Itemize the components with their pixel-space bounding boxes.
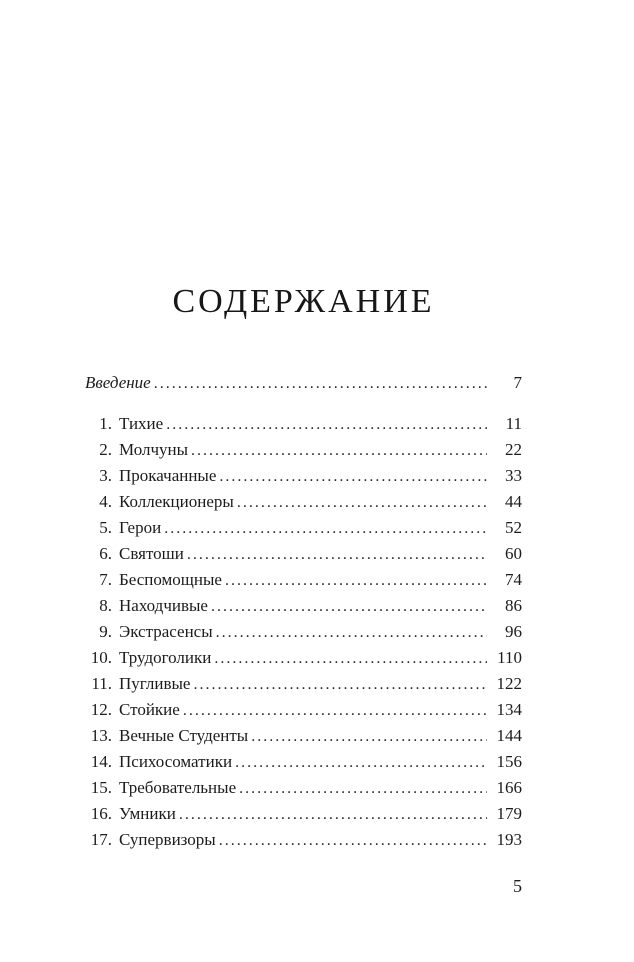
dot-leader <box>225 567 487 593</box>
toc-entry-label: Трудоголики <box>119 648 212 668</box>
toc-entry-label: Требовательные <box>119 778 237 798</box>
dot-leader <box>219 827 487 853</box>
toc-entry-number: 8. <box>99 596 112 616</box>
toc-entry-label: Святоши <box>119 544 184 564</box>
toc-entry-row <box>85 801 522 827</box>
toc-entry-label: Коллекционеры <box>119 492 234 512</box>
toc-entry-row <box>85 827 522 853</box>
toc-entry-number: 3. <box>99 466 112 486</box>
toc-entry-page-number: 22 <box>505 440 522 460</box>
dot-leader <box>183 697 487 723</box>
toc-entry-number: 9. <box>99 622 112 642</box>
toc-entry-label: Находчивые <box>119 596 208 616</box>
toc-entry-page-number: 122 <box>496 674 522 694</box>
toc-entry-label: Супервизоры <box>119 830 216 850</box>
toc-entry-number: 5. <box>99 518 112 538</box>
toc-entry-number: 14. <box>90 752 112 772</box>
dot-leader <box>187 541 487 567</box>
toc-entry-row <box>85 671 522 697</box>
toc-entry-label: Вечные Студенты <box>119 726 249 746</box>
toc-entry-row <box>85 749 522 775</box>
toc-entry-row <box>85 541 522 567</box>
toc-entry-label: Психосоматики <box>119 752 233 772</box>
dot-leader <box>164 515 487 541</box>
toc-entry-row <box>85 775 522 801</box>
toc-intro-row <box>85 370 522 396</box>
toc-entry-page-number: 110 <box>497 648 522 668</box>
toc-entry-label: Прокачанные <box>119 466 217 486</box>
toc-entry-label: Умники <box>119 804 176 824</box>
toc-entry-page-number: 96 <box>505 622 522 642</box>
toc-entry-number: 10. <box>90 648 112 668</box>
toc-entry-row <box>85 697 522 723</box>
toc-entry-page-number: 52 <box>505 518 522 538</box>
toc-entry-page-number: 44 <box>505 492 522 512</box>
toc-entry-row <box>85 515 522 541</box>
toc-entry-number: 12. <box>90 700 112 720</box>
folio-page-number: 5 <box>513 876 522 896</box>
dot-leader <box>214 645 487 671</box>
page-footer <box>513 876 522 897</box>
dot-leader <box>191 437 487 463</box>
toc-entry-row <box>85 437 522 463</box>
toc-entry-row <box>85 489 522 515</box>
toc-entry-page-number: 60 <box>505 544 522 564</box>
toc-entry-page-number: 144 <box>496 726 522 746</box>
dot-leader <box>179 801 487 827</box>
toc-entry-number: 17. <box>90 830 112 850</box>
toc-entry-row <box>85 463 522 489</box>
dot-leader <box>219 463 487 489</box>
toc-title: СОДЕРЖАНИЕ <box>172 283 435 320</box>
toc-entry-label: Беспомощные <box>119 570 222 590</box>
toc-entry-label: Герои <box>119 518 162 538</box>
toc-entry-number: 6. <box>99 544 112 564</box>
dot-leader <box>237 489 487 515</box>
toc-entry-number: 15. <box>90 778 112 798</box>
dot-leader <box>166 411 487 437</box>
toc-entry-row <box>85 723 522 749</box>
toc-entry-page-number: 33 <box>505 466 522 486</box>
toc-entry-page-number: 193 <box>496 830 522 850</box>
toc-entry-label: Пугливые <box>119 674 191 694</box>
toc-entry-row <box>85 411 522 437</box>
dot-leader <box>251 723 487 749</box>
dot-leader <box>211 593 487 619</box>
toc-entry-row <box>85 567 522 593</box>
toc-entry-number: 4. <box>99 492 112 512</box>
toc-entry-number: 11. <box>91 674 112 694</box>
toc-entry-page-number: 134 <box>496 700 522 720</box>
toc-entry-label: Молчуны <box>119 440 189 460</box>
dot-leader <box>216 619 487 645</box>
dot-leader <box>239 775 487 801</box>
toc-entry-label: Стойкие <box>119 700 180 720</box>
toc-entry-number: 16. <box>90 804 112 824</box>
toc-entry-page-number: 11 <box>505 414 522 434</box>
toc-entry-number: 13. <box>90 726 112 746</box>
toc-entry-label: Экстрасенсы <box>119 622 213 642</box>
dot-leader <box>193 671 487 697</box>
toc-intro-page-number: 7 <box>513 373 522 393</box>
toc-entry-number: 1. <box>99 414 112 434</box>
toc-entry-page-number: 74 <box>505 570 522 590</box>
toc-entry-number: 7. <box>99 570 112 590</box>
toc-entry-row <box>85 593 522 619</box>
toc-intro-label: Введение <box>85 373 151 393</box>
table-of-contents <box>85 370 522 853</box>
toc-entry-row <box>85 645 522 671</box>
dot-leader <box>235 749 487 775</box>
toc-entry-page-number: 86 <box>505 596 522 616</box>
toc-entry-page-number: 166 <box>496 778 522 798</box>
toc-entry-label: Тихие <box>119 414 164 434</box>
toc-entry-page-number: 179 <box>496 804 522 824</box>
toc-entry-row <box>85 619 522 645</box>
toc-entry-number: 2. <box>99 440 112 460</box>
toc-entries <box>85 411 522 853</box>
dot-leader <box>154 370 487 396</box>
toc-entry-page-number: 156 <box>496 752 522 772</box>
